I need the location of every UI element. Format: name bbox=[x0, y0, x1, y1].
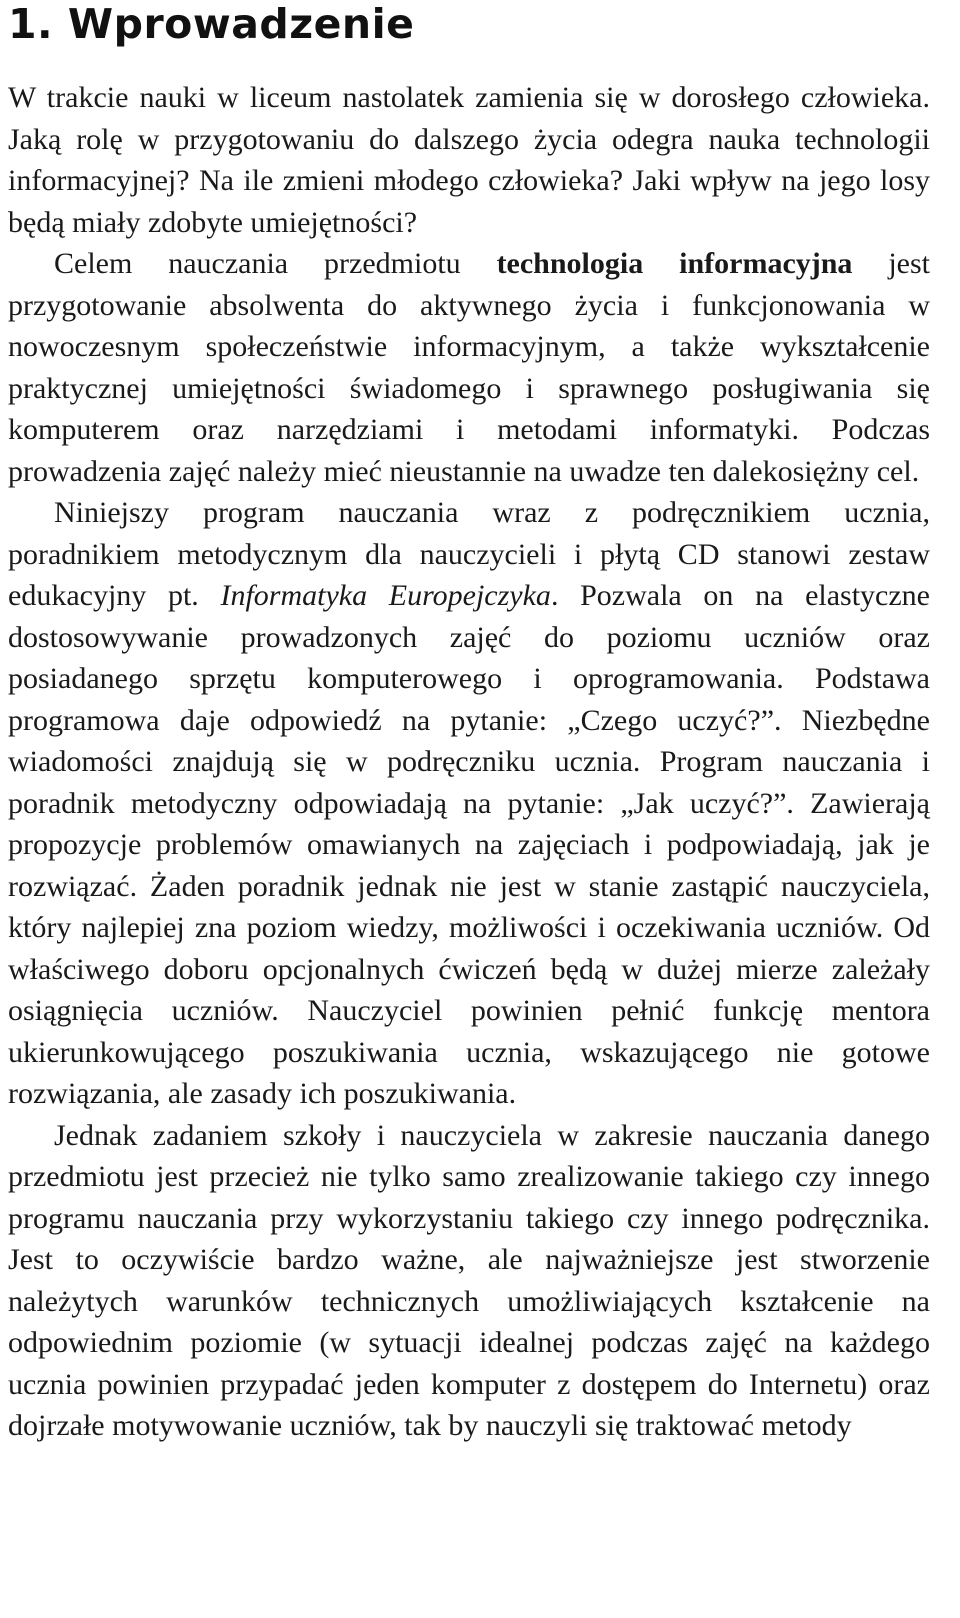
paragraph-goal-start: Celem nauczania przedmiotu bbox=[54, 247, 497, 280]
paragraph-program-end: . Pozwala on na elastyczne dostosowywanie prowadzonych zajęć do poziomu uczniów oraz posiadanego sprzętu komputerowego i oprogramowania. Podstawa programowa daje odpowiedź na pytanie: „Czego uczyć?”. Niezbędne wiadomości znajdują się w podręczniku ucznia. Program nauczania i poradnik metodyczny odpowiadają na pytanie: „Jak uczyć?”. Zawierają propozycje problemów omawianych na zajęciach i podpowiadają, jak je rozwiązać. Żaden poradnik jednak nie jest w stanie zastąpić nauczyciela, który najlepiej zna poziom wiedzy, możliwości i oczekiwania uczniów. Od właściwego doboru opcjonalnych ćwiczeń będą w dużej mierze zależały osiągnięcia uczniów. Nauczyciel powinien pełnić funkcję mentora ukierunkowującego poszukiwania ucznia, wskazującego nie gotowe rozwiązania, ale zasady ich poszukiwania. bbox=[8, 579, 930, 1110]
paragraph-goal-end: jest przygotowanie absolwenta do aktywnego życia i funkcjonowania w nowoczesnym społeczeństwie informacyjnym, a także wykształcenie praktycznej umiejętności świadomego i sprawnego posługiwania się komputerem oraz narzędziami i metodami informatyki. Podczas prowadzenia zajęć należy mieć nieustannie na uwadze ten dalekosiężny cel. bbox=[8, 247, 930, 488]
chapter-body bbox=[8, 77, 930, 1447]
paragraph-goal bbox=[8, 243, 930, 492]
chapter-heading: 1. Wprowadzenie bbox=[8, 0, 415, 48]
paragraph-program bbox=[8, 492, 930, 1115]
series-title-italic: Informatyka Europejczyka bbox=[220, 579, 551, 612]
subject-name-bold: technologia informacyjna bbox=[496, 247, 853, 280]
document-page bbox=[8, 0, 930, 1447]
paragraph-intro: W trakcie nauki w liceum nastolatek zamienia się w dorosłego człowieka. Jaką rolę w przygotowaniu do dalszego życia odegra nauka technologii informacyjnej? Na ile zmieni młodego człowieka? Jaki wpływ na jego losy będą miały zdobyte umiejętności? bbox=[8, 81, 930, 239]
paragraph-school-task: Jednak zadaniem szkoły i nauczyciela w zakresie nauczania danego przedmiotu jest przecież nie tylko samo zrealizowanie takiego czy innego programu nauczania przy wykorzystaniu takiego czy innego podręcznika. Jest to oczywiście bardzo ważne, ale najważniejsze jest stworzenie należytych warunków technicznych umożliwiających kształcenie na odpowiednim poziomie (w sytuacji idealnej podczas zajęć na każdego ucznia powinien przypadać jeden komputer z dostępem do Internetu) oraz dojrzałe motywowanie uczniów, tak by nauczyli się traktować metody bbox=[8, 1118, 930, 1442]
paragraph-program-start: Niniejszy program nauczania wraz z podręcznikiem ucznia, poradnikiem metodycznym dla nauczycieli i płytą CD stanowi zestaw edukacyjny pt. bbox=[8, 496, 930, 612]
